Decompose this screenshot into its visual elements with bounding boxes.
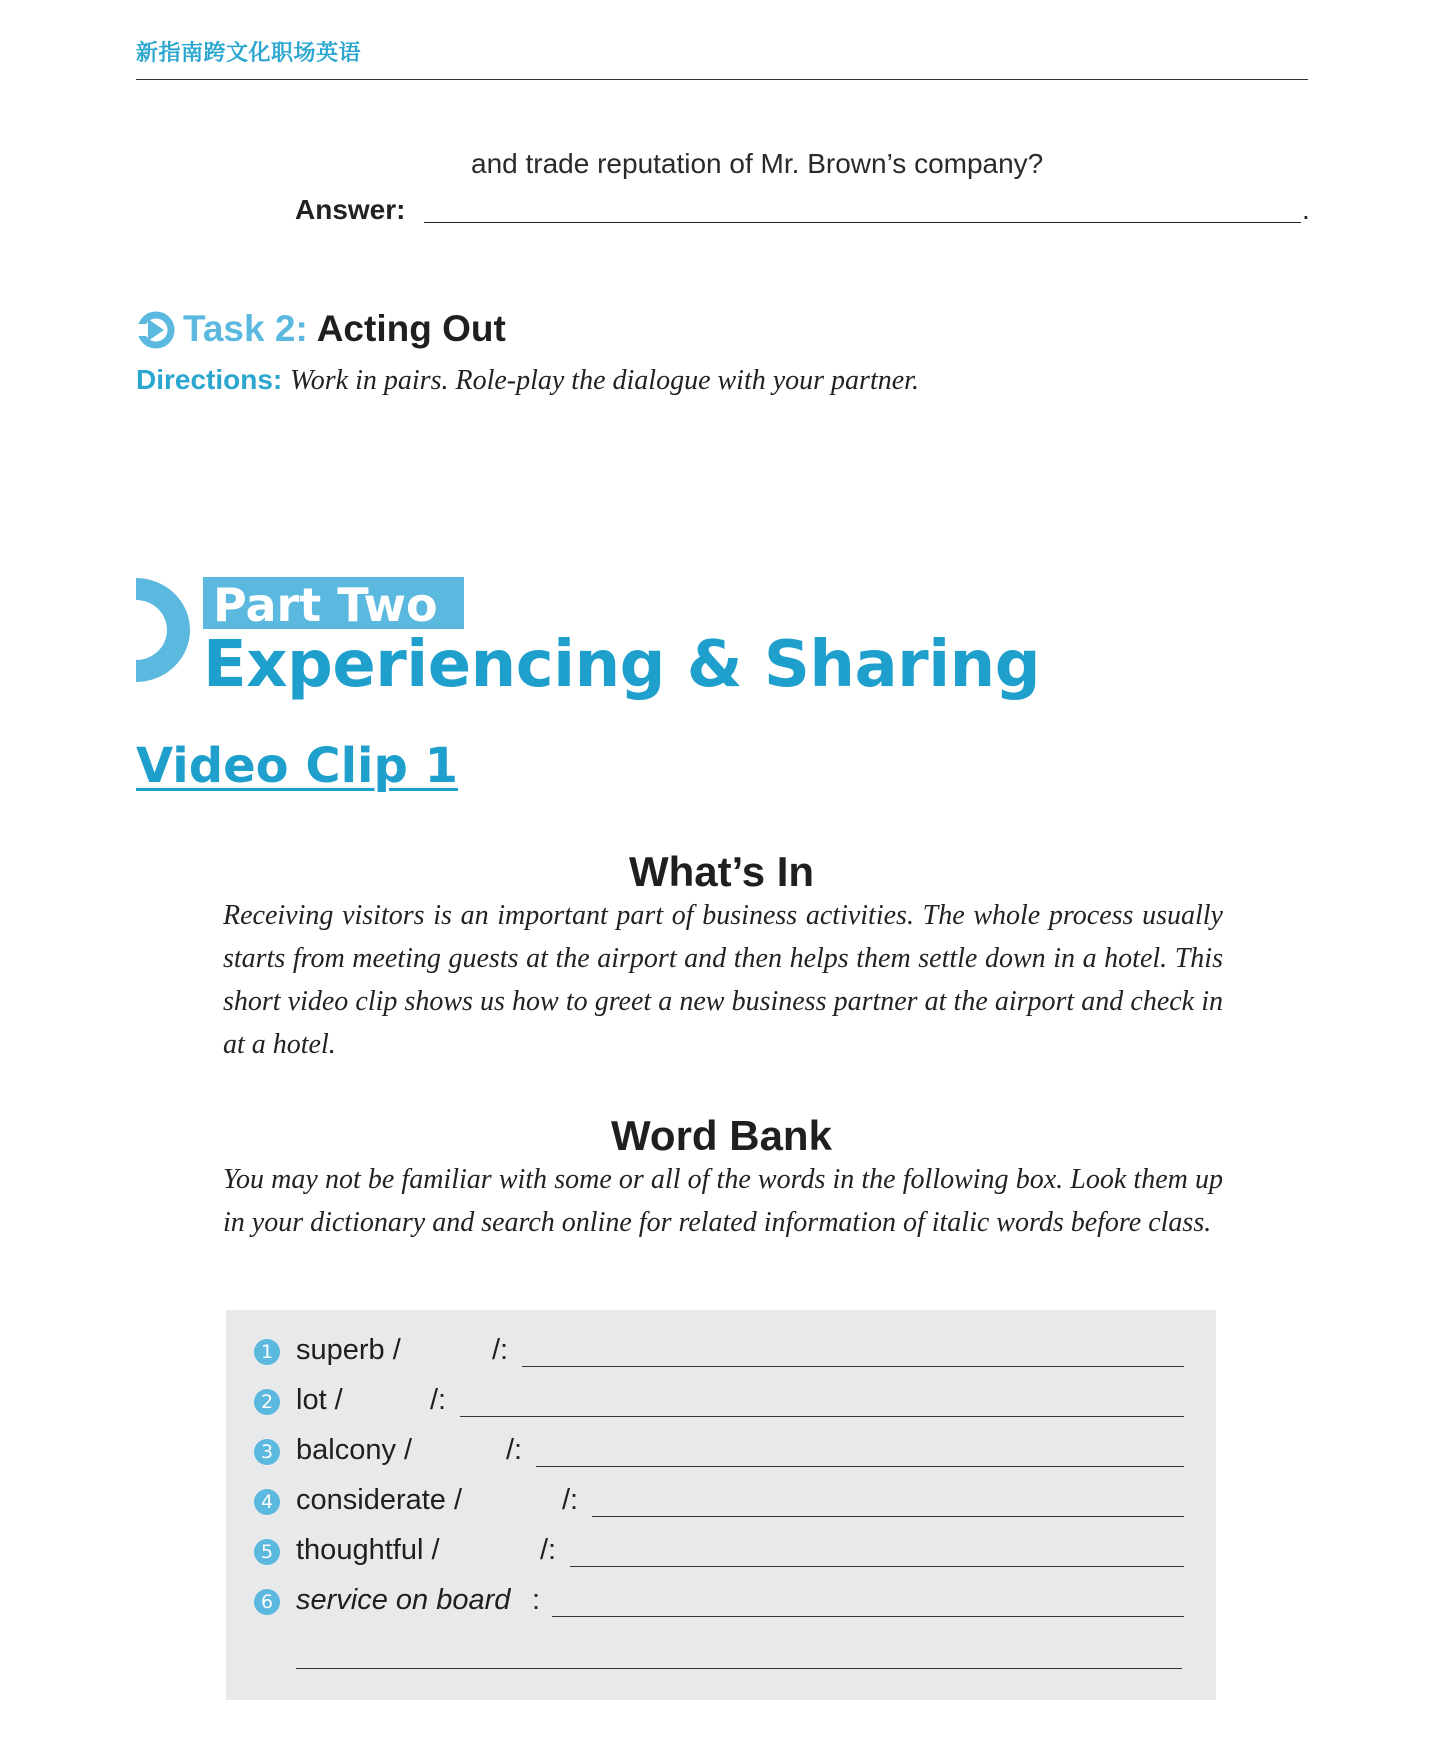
directions-text: Work in pairs. Role-play the dialogue with your partner. <box>290 365 919 396</box>
answer-blank-line[interactable] <box>536 1466 1184 1467</box>
answer-blank-line[interactable] <box>592 1516 1184 1517</box>
word-bank-item <box>254 1332 1184 1372</box>
item-number-badge: 6 <box>254 1589 280 1615</box>
phonetic-end: /: <box>562 1484 579 1516</box>
arrow-circle-icon <box>136 310 176 350</box>
question-continuation: and trade reputation of Mr. Brown’s company? <box>471 148 1044 179</box>
term-colon: : <box>532 1584 541 1616</box>
answer-blank-line[interactable] <box>424 222 1301 223</box>
answer-blank-line[interactable] <box>460 1416 1184 1417</box>
phonetic-end: /: <box>540 1534 557 1566</box>
phonetic-end: /: <box>506 1434 523 1466</box>
word-term: considerate / <box>296 1484 463 1516</box>
word-bank-item <box>254 1532 1184 1572</box>
directions-label: Directions: <box>136 364 283 395</box>
item-number-badge: 2 <box>254 1389 280 1415</box>
word-bank-item <box>254 1482 1184 1522</box>
part-tag: Part Two <box>213 578 438 632</box>
whats-in-heading: What’s In <box>628 848 815 895</box>
answer-blank-line-continuation[interactable] <box>296 1668 1182 1669</box>
word-term: lot / <box>296 1384 343 1416</box>
word-bank-item <box>254 1432 1184 1472</box>
item-number-badge: 1 <box>254 1339 280 1365</box>
part-bracket-icon <box>136 578 190 682</box>
whats-in-text: Receiving visitors is an important part of business activities. The whole process usually starts from meeting guests at the airport and then helps them settle down in a hotel. This short video clip shows us how to greet a new business partner at the airport and check in at a hotel. <box>223 900 1223 1060</box>
task-heading <box>183 308 506 350</box>
word-bank-item <box>254 1382 1184 1422</box>
word-term: superb / <box>296 1334 401 1366</box>
word-bank-heading: Word Bank <box>611 1112 832 1159</box>
word-term: service on board <box>296 1584 511 1616</box>
answer-end-period: . <box>1302 194 1310 225</box>
answer-blank-line[interactable] <box>552 1616 1184 1617</box>
task-number: Task 2: <box>183 308 308 349</box>
answer-blank-line[interactable] <box>522 1366 1184 1367</box>
part-title: Experiencing & Sharing <box>203 628 1041 702</box>
running-header-title: 新指南跨文化职场英语 <box>136 41 362 66</box>
item-number-badge: 3 <box>254 1439 280 1465</box>
item-number-badge: 4 <box>254 1489 280 1515</box>
header-rule <box>136 79 1308 80</box>
phonetic-end: /: <box>430 1384 447 1416</box>
video-clip-title[interactable]: Video Clip 1 <box>136 738 458 794</box>
word-term: balcony / <box>296 1434 413 1466</box>
item-number-badge: 5 <box>254 1539 280 1565</box>
task-name: Acting Out <box>316 308 506 349</box>
word-term: thoughtful / <box>296 1534 440 1566</box>
word-bank-instructions: You may not be familiar with some or all of the words in the following box. Look them up in your dictionary and search online for related information of italic words before class. <box>223 1164 1223 1238</box>
answer-blank-line[interactable] <box>570 1566 1184 1567</box>
phonetic-end: /: <box>492 1334 509 1366</box>
answer-label: Answer: <box>295 194 406 225</box>
word-bank-item <box>254 1582 1184 1622</box>
directions <box>136 364 919 397</box>
